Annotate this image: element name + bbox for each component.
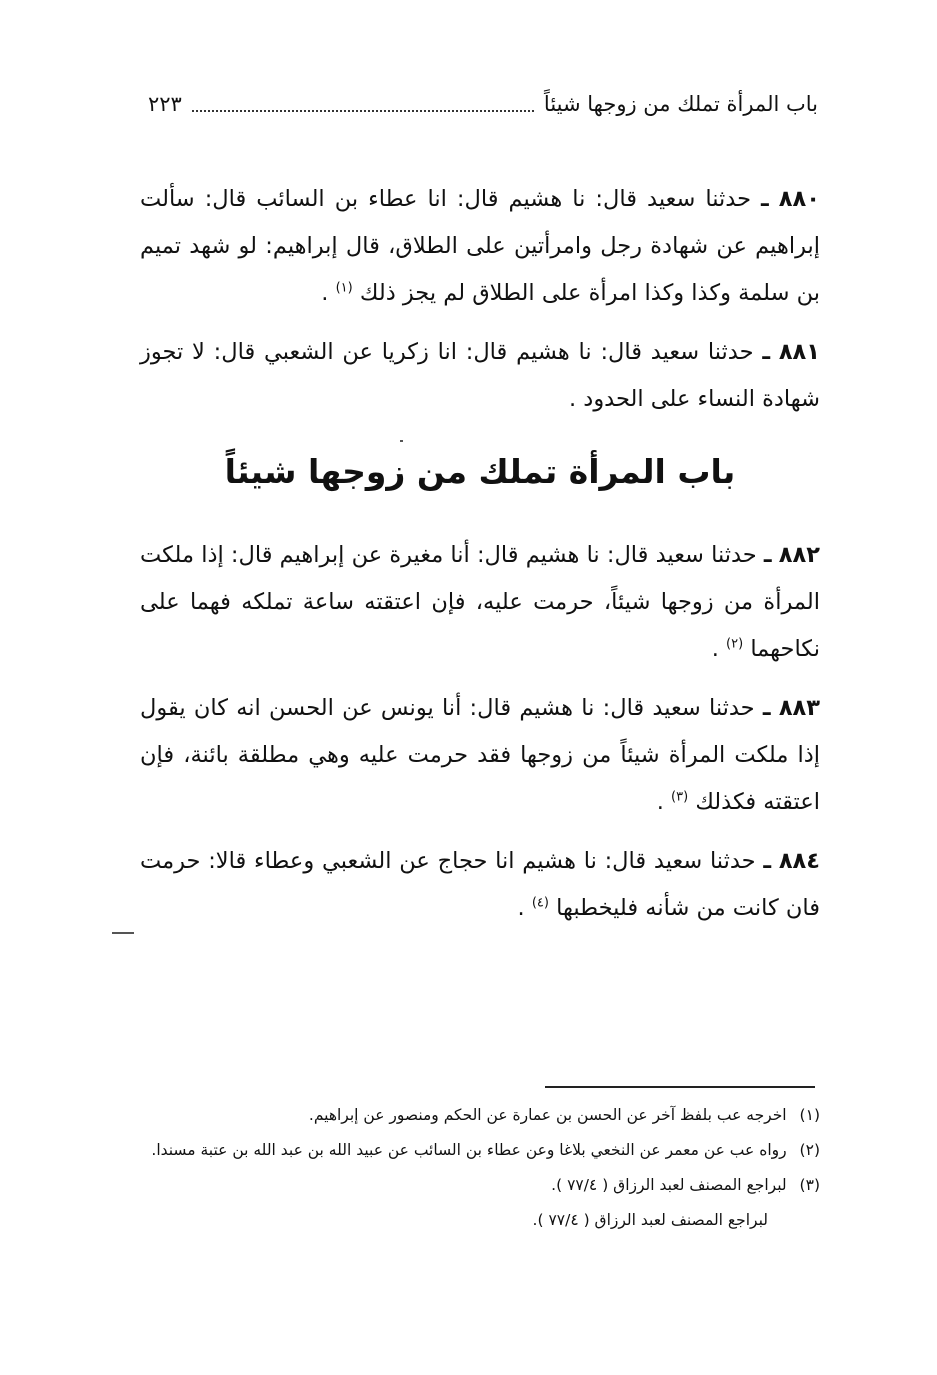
- hadith-number: ٨٨٢: [778, 542, 820, 568]
- text-block-lower: [140, 532, 820, 932]
- hadith-number: ٨٨١: [778, 339, 821, 365]
- footnote-text: لبراجع المصنف لعبد الرزاق ( ٧٧/٤ ).: [532, 1211, 768, 1229]
- paragraph-end: .: [656, 789, 664, 815]
- page-number: ٢٢٣: [148, 92, 182, 116]
- footnote-ref: (٣): [671, 789, 689, 805]
- footnote-text: رواه عب عن معمر عن النخعي بلاغا وعن عطاء بن السائب عن عبيد الله بن عبد الله بن عتبة مسندا.: [151, 1141, 787, 1159]
- footnote: [140, 1203, 820, 1238]
- footnote-text: لبراجع المصنف لعبد الرزاق ( ٧٧/٤ ).: [551, 1176, 787, 1194]
- hadith-text: حدثنا سعيد قال: نا هشيم قال: انا عطاء بن السائب قال: سألت إبراهيم عن شهادة رجل وامرأتين على الطلاق، قال إبراهيم: لو شهد تميم بن سلمة وكذا وكذا امرأة على الطلاق لم يجز ذلك: [140, 186, 820, 306]
- hadith-number: ٨٨٣: [778, 695, 821, 721]
- scan-mark: [112, 932, 134, 934]
- section-heading: باب المرأة تملك من زوجها شيئاً: [224, 452, 736, 491]
- hadith-text: حدثنا سعيد قال: نا هشيم قال: أنا يونس عن الحسن انه كان يقول إذا ملكت المرأة شيئاً من زوجها فقد حرمت عليه وهي مطلقة بائنة، فإن اعتقته فكذلك: [140, 695, 820, 815]
- footnote-separator: [545, 1086, 815, 1088]
- hadith-number: ٨٨٠: [778, 186, 820, 212]
- hadith-paragraph: [140, 838, 820, 932]
- dash: ـ: [763, 848, 772, 874]
- hadith-paragraph: [140, 532, 820, 673]
- footnote-number: (٢): [799, 1141, 820, 1159]
- footnote-ref: (٢): [726, 636, 744, 652]
- paragraph-end: .: [517, 895, 525, 921]
- footnote-text: اخرجه عب بلفظ آخر عن الحسن بن عمارة عن الحكم ومنصور عن إبراهيم.: [308, 1106, 787, 1124]
- footnote: [140, 1098, 820, 1133]
- footnote-number: (٣): [799, 1176, 820, 1194]
- dash: ـ: [762, 695, 771, 721]
- hadith-paragraph: [140, 685, 820, 826]
- paragraph-end: .: [321, 280, 329, 306]
- hadith-text: حدثنا سعيد قال: نا هشيم انا حجاج عن الشعبي وعطاء قالا: حرمت فان كانت من شأنه فليخطبها: [140, 848, 820, 921]
- text-block-upper: [140, 176, 820, 423]
- scan-mark: [400, 440, 403, 442]
- dash: ـ: [761, 186, 769, 212]
- paragraph-end: .: [568, 386, 577, 412]
- hadith-number: ٨٨٤: [778, 848, 821, 874]
- footnote-ref: (١): [335, 280, 353, 296]
- dash: ـ: [763, 542, 772, 568]
- footnote-number: (١): [799, 1106, 820, 1124]
- footnote: [140, 1168, 820, 1203]
- running-head: [148, 84, 818, 124]
- hadith-text: حدثنا سعيد قال: نا هشيم قال: أنا مغيرة عن إبراهيم قال: إذا ملكت المرأة من زوجها شيئاً، حرمت عليه، فإن اعتقته ساعة تملكه فهما على نكاحهما: [140, 542, 820, 662]
- running-head-title: باب المرأة تملك من زوجها شيئاً: [543, 92, 818, 116]
- hadith-text: حدثنا سعيد قال: نا هشيم قال: انا زكريا عن الشعبي قال: لا تجوز شهادة النساء على الحدود: [140, 339, 820, 412]
- paragraph-end: .: [711, 636, 719, 662]
- footnotes: [140, 1098, 820, 1238]
- dotted-leader: [192, 96, 534, 112]
- hadith-paragraph: [140, 176, 820, 317]
- footnote-ref: (٤): [531, 895, 549, 911]
- hadith-paragraph: [140, 329, 820, 423]
- dash: ـ: [762, 339, 771, 365]
- footnote: [140, 1133, 820, 1168]
